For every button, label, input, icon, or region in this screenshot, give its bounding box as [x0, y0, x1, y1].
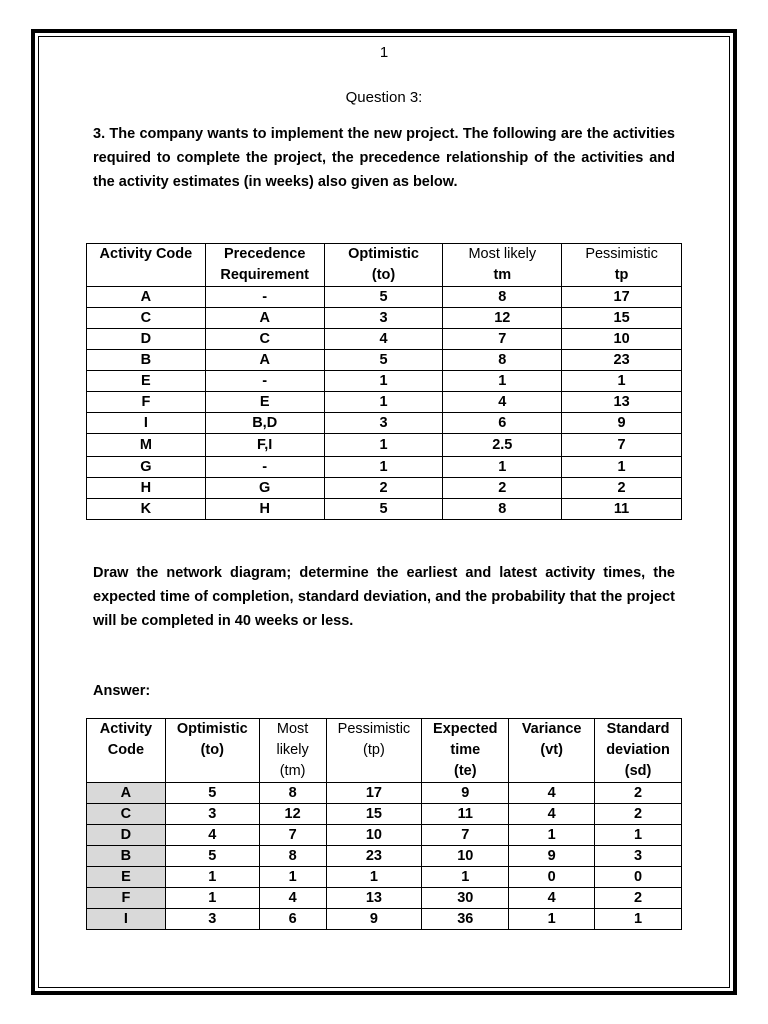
cell-optimistic: 4 [165, 825, 259, 846]
cell-expected-time: 10 [422, 846, 509, 867]
cell-most-likely: 2.5 [443, 434, 562, 457]
cell-precedence: G [205, 478, 324, 499]
answer-label: Answer: [93, 683, 151, 699]
header-pessimistic: Pessimistic tp [562, 244, 682, 287]
cell-variance: 4 [509, 888, 595, 909]
cell-optimistic: 3 [165, 804, 259, 825]
cell-most-likely: 8 [443, 287, 562, 308]
cell-code: F [87, 392, 206, 413]
cell-pessimistic: 10 [562, 329, 682, 350]
cell-most-likely: 4 [443, 392, 562, 413]
cell-std-deviation: 2 [595, 783, 682, 804]
cell-most-likely: 4 [259, 888, 326, 909]
cell-precedence: - [205, 457, 324, 478]
cell-code: C [87, 308, 206, 329]
table-row [87, 825, 682, 846]
table-row [87, 308, 682, 329]
cell-code: B [87, 846, 166, 867]
cell-code: K [87, 499, 206, 520]
cell-code: D [87, 825, 166, 846]
cell-code: I [87, 909, 166, 930]
cell-variance: 4 [509, 804, 595, 825]
cell-most-likely: 8 [259, 846, 326, 867]
cell-optimistic: 5 [324, 287, 443, 308]
table-row [87, 329, 682, 350]
cell-variance: 4 [509, 783, 595, 804]
cell-expected-time: 30 [422, 888, 509, 909]
cell-variance: 0 [509, 867, 595, 888]
table-row [87, 413, 682, 434]
cell-expected-time: 1 [422, 867, 509, 888]
cell-code: F [87, 888, 166, 909]
cell-most-likely: 1 [443, 371, 562, 392]
cell-most-likely: 1 [443, 457, 562, 478]
cell-pessimistic: 15 [326, 804, 422, 825]
cell-std-deviation: 1 [595, 825, 682, 846]
cell-variance: 1 [509, 825, 595, 846]
cell-pessimistic: 15 [562, 308, 682, 329]
table-row [87, 287, 682, 308]
table-row [87, 371, 682, 392]
table-row [87, 350, 682, 371]
cell-most-likely: 8 [259, 783, 326, 804]
cell-std-deviation: 0 [595, 867, 682, 888]
cell-optimistic: 5 [165, 783, 259, 804]
intro-paragraph: 3. The company wants to implement the new project. The following are the activities required to complete the project, the precedence relationship of the activities and the activity estimates (in weeks) also given as below. [93, 126, 675, 190]
cell-expected-time: 36 [422, 909, 509, 930]
answer-table [86, 718, 682, 930]
instructions-paragraph: Draw the network diagram; determine the earliest and latest activity times, the expected time of completion, standard deviation, and the probability that the project will be completed in 40 weeks or less. [93, 565, 675, 629]
cell-expected-time: 11 [422, 804, 509, 825]
table-row [87, 457, 682, 478]
cell-precedence: F,I [205, 434, 324, 457]
question-title: Question 3: [345, 89, 423, 106]
cell-pessimistic: 1 [562, 457, 682, 478]
header-most-likely: Most likely tm [443, 244, 562, 287]
page-number: 1 [379, 44, 389, 61]
header-precedence: Precedence Requirement [205, 244, 324, 287]
cell-pessimistic: 11 [562, 499, 682, 520]
cell-std-deviation: 2 [595, 804, 682, 825]
cell-most-likely: 8 [443, 499, 562, 520]
cell-pessimistic: 1 [326, 867, 422, 888]
cell-variance: 1 [509, 909, 595, 930]
cell-optimistic: 1 [324, 434, 443, 457]
table-row [87, 867, 682, 888]
table-row [87, 888, 682, 909]
header-variance: Variance (vt) [509, 719, 595, 783]
table-row [87, 846, 682, 867]
cell-std-deviation: 3 [595, 846, 682, 867]
cell-precedence: - [205, 287, 324, 308]
cell-pessimistic: 13 [326, 888, 422, 909]
cell-pessimistic: 23 [326, 846, 422, 867]
cell-optimistic: 1 [324, 457, 443, 478]
cell-code: A [87, 287, 206, 308]
cell-optimistic: 3 [165, 909, 259, 930]
cell-variance: 9 [509, 846, 595, 867]
table-row [87, 783, 682, 804]
cell-precedence: - [205, 371, 324, 392]
header-most-likely: Most likely (tm) [259, 719, 326, 783]
header-optimistic: Optimistic (to) [165, 719, 259, 783]
cell-precedence: A [205, 350, 324, 371]
cell-pessimistic: 2 [562, 478, 682, 499]
header-activity-code: Activity Code [87, 719, 166, 783]
cell-optimistic: 1 [165, 867, 259, 888]
answer-table-header [87, 719, 682, 783]
cell-code: A [87, 783, 166, 804]
cell-code: H [87, 478, 206, 499]
cell-code: G [87, 457, 206, 478]
cell-optimistic: 3 [324, 308, 443, 329]
cell-code: I [87, 413, 206, 434]
header-optimistic: Optimistic (to) [324, 244, 443, 287]
cell-pessimistic: 10 [326, 825, 422, 846]
table-row [87, 499, 682, 520]
header-expected-time: Expected time (te) [422, 719, 509, 783]
cell-pessimistic: 13 [562, 392, 682, 413]
cell-expected-time: 9 [422, 783, 509, 804]
header-standard-deviation: Standard deviation (sd) [595, 719, 682, 783]
cell-precedence: C [205, 329, 324, 350]
cell-pessimistic: 9 [326, 909, 422, 930]
table-row [87, 478, 682, 499]
cell-optimistic: 4 [324, 329, 443, 350]
cell-optimistic: 1 [165, 888, 259, 909]
cell-pessimistic: 1 [562, 371, 682, 392]
cell-most-likely: 2 [443, 478, 562, 499]
cell-code: B [87, 350, 206, 371]
cell-most-likely: 7 [259, 825, 326, 846]
cell-pessimistic: 17 [562, 287, 682, 308]
cell-precedence: H [205, 499, 324, 520]
cell-most-likely: 8 [443, 350, 562, 371]
cell-optimistic: 1 [324, 392, 443, 413]
cell-std-deviation: 1 [595, 909, 682, 930]
cell-most-likely: 12 [443, 308, 562, 329]
table-row [87, 909, 682, 930]
activity-table-header [87, 244, 682, 287]
table-row [87, 434, 682, 457]
cell-most-likely: 12 [259, 804, 326, 825]
cell-optimistic: 1 [324, 371, 443, 392]
cell-pessimistic: 23 [562, 350, 682, 371]
cell-precedence: B,D [205, 413, 324, 434]
cell-code: D [87, 329, 206, 350]
cell-code: E [87, 371, 206, 392]
cell-optimistic: 5 [324, 350, 443, 371]
table-row [87, 392, 682, 413]
cell-most-likely: 6 [443, 413, 562, 434]
cell-pessimistic: 9 [562, 413, 682, 434]
cell-code: E [87, 867, 166, 888]
activity-table [86, 243, 682, 520]
cell-expected-time: 7 [422, 825, 509, 846]
cell-pessimistic: 7 [562, 434, 682, 457]
cell-most-likely: 6 [259, 909, 326, 930]
cell-most-likely: 1 [259, 867, 326, 888]
cell-code: M [87, 434, 206, 457]
header-activity-code: Activity Code [87, 244, 206, 287]
cell-optimistic: 3 [324, 413, 443, 434]
cell-std-deviation: 2 [595, 888, 682, 909]
cell-precedence: E [205, 392, 324, 413]
table-row [87, 804, 682, 825]
cell-most-likely: 7 [443, 329, 562, 350]
header-pessimistic: Pessimistic (tp) [326, 719, 422, 783]
cell-code: C [87, 804, 166, 825]
cell-pessimistic: 17 [326, 783, 422, 804]
cell-optimistic: 2 [324, 478, 443, 499]
cell-precedence: A [205, 308, 324, 329]
cell-optimistic: 5 [165, 846, 259, 867]
cell-optimistic: 5 [324, 499, 443, 520]
